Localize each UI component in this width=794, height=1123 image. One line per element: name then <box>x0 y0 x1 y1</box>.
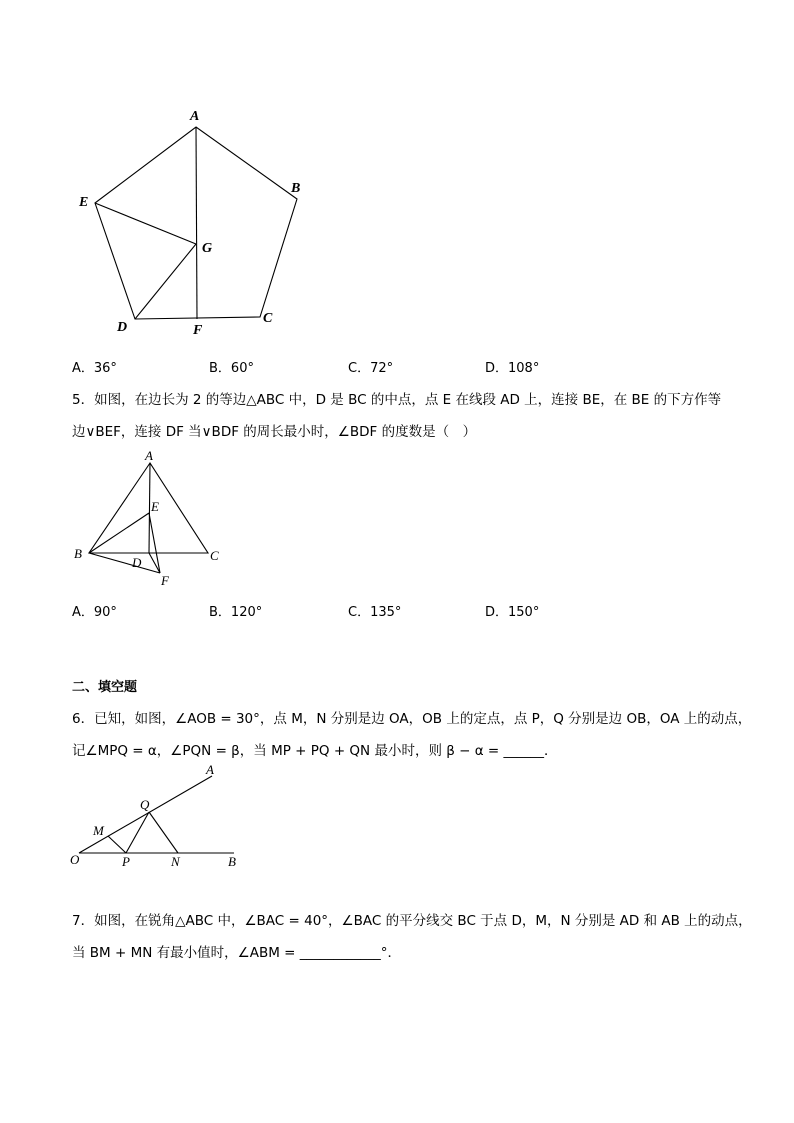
label-B: B <box>291 181 301 196</box>
q5-option-b: B．120° <box>209 605 263 620</box>
label-B: B <box>228 854 236 869</box>
q5-text-line2: 边∨BEF，连接 DF 当∨BDF 的周长最小时，∠BDF 的度数是（ ） <box>72 424 477 440</box>
segment-MP <box>108 836 126 853</box>
q7-text-line1: 7．如图，在锐角△ABC 中，∠BAC = 40°，∠BAC 的平分线交 BC 于点 D，M，N 分别是 AD 和 AB 上的动点， <box>72 913 752 929</box>
segment-QN <box>149 812 178 853</box>
section-title: 二、填空题 <box>72 680 138 695</box>
q4-option-a: A．36° <box>72 361 117 376</box>
label-P: P <box>122 854 130 869</box>
label-C: C <box>263 311 273 326</box>
label-F: F <box>161 573 169 588</box>
label-O: O <box>70 852 80 867</box>
q5-option-d: D．150° <box>485 605 540 620</box>
label-A: A <box>190 109 200 124</box>
label-F: F <box>193 323 203 338</box>
q6-text-line1: 6．已知，如图，∠AOB = 30°，点 M，N 分别是边 OA，OB 上的定点，点 P，Q 分别是边 OB，OA 上的动点， <box>72 711 752 727</box>
label-B: B <box>74 546 82 561</box>
label-D: D <box>117 320 128 335</box>
label-Q: Q <box>140 797 150 812</box>
label-G: G <box>202 241 213 256</box>
label-N: N <box>171 854 180 869</box>
segment-PQ <box>126 812 149 853</box>
label-E: E <box>79 195 89 210</box>
label-A: A <box>145 448 153 463</box>
label-E: E <box>151 499 159 514</box>
q5-text-line1: 5．如图，在边长为 2 的等边△ABC 中，D 是 BC 的中点，点 E 在线段 AD 上，连接 BE，在 BE 的下方作等 <box>72 392 722 408</box>
q5-option-a: A．90° <box>72 605 117 620</box>
q4-option-c: C．72° <box>348 361 394 376</box>
ray-OA <box>79 776 212 853</box>
q7-text-line2: 当 BM + MN 有最小值时，∠ABM = ____________°． <box>72 945 402 961</box>
q4-option-b: B．60° <box>209 361 254 376</box>
label-C: C <box>210 548 219 563</box>
label-D: D <box>132 555 142 570</box>
q6-text-line2: 记∠MPQ = α，∠PQN = β，当 MP + PQ + QN 最小时，则 β − α = ______． <box>72 743 558 759</box>
label-M: M <box>93 823 104 838</box>
label-A: A <box>206 762 214 777</box>
q5-option-c: C．135° <box>348 605 402 620</box>
q4-option-d: D．108° <box>485 361 540 376</box>
